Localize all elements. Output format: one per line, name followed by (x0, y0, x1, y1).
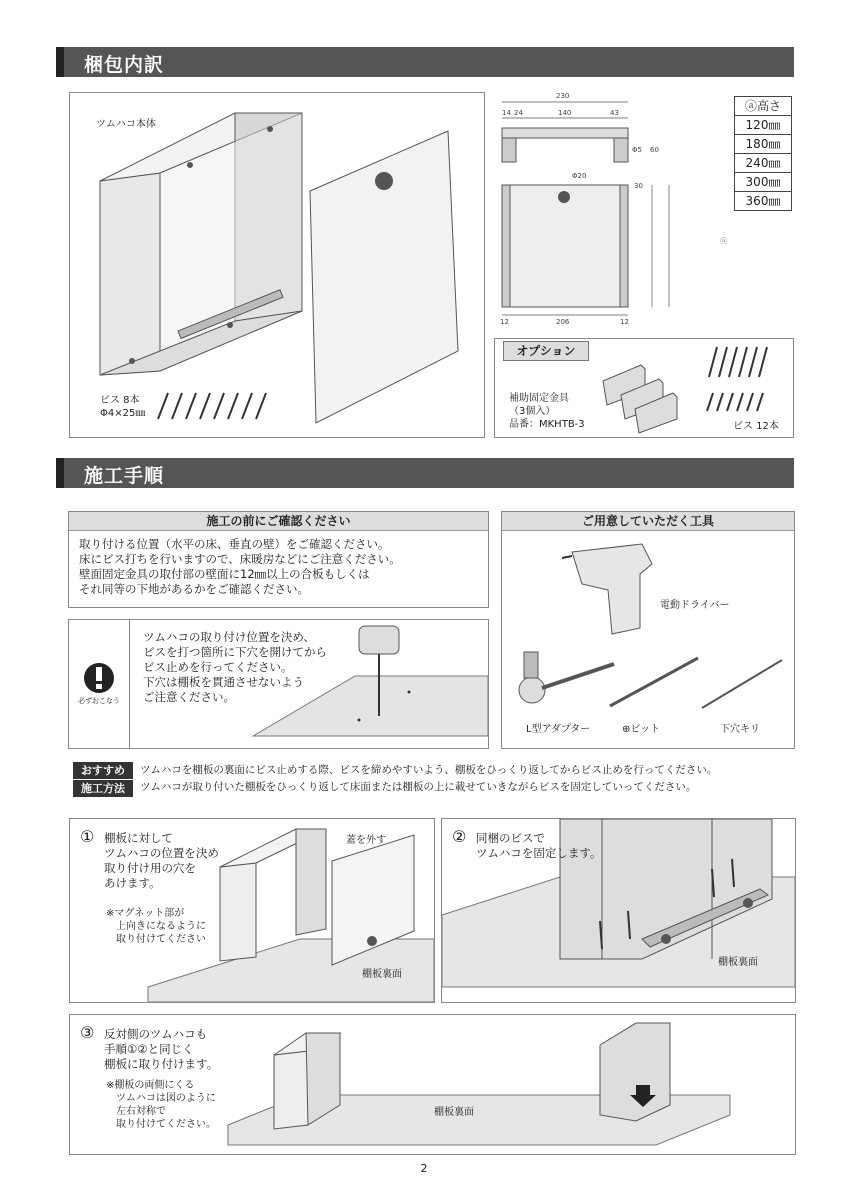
tool-drill-label: 下穴キリ (720, 724, 760, 735)
step3-note-line: 左右対称で (116, 1106, 166, 1117)
caution-line: ビス止めを行ってください。 (143, 660, 293, 674)
check-line: 壁面固定金具の取付部の壁面に12㎜以上の合板もしくは (79, 567, 370, 581)
screws-label-1: ビス 8本 (100, 395, 140, 406)
option-screws: ビス 12本 (733, 421, 779, 432)
step2-number: ② (452, 827, 467, 846)
step2-line: ツムハコを固定します。 (476, 846, 602, 860)
tool-adapter-label: L型アダプター (526, 724, 591, 735)
tools-box (501, 511, 795, 749)
step1-note (106, 907, 206, 946)
caution-line: ビスを打つ箇所に下穴を開けてから (143, 645, 327, 659)
step2-line: 同梱のビスで (476, 831, 545, 845)
dim-hole-small: Φ5 (632, 146, 642, 154)
step1-lid-label: 蓋を外す (346, 835, 386, 846)
option-name-1: 補助固定金具 (509, 393, 569, 404)
check-line: 取り付ける位置（水平の床、垂直の壁）をご確認ください。 (79, 537, 390, 551)
step1-text (104, 831, 219, 891)
dim-h60: 60 (650, 146, 659, 154)
step3-note-line: 取り付けてください。 (116, 1119, 216, 1130)
height-table-header: ⓐ高さ (735, 97, 791, 116)
step3-note-line: ツムハコは図のように (116, 1093, 216, 1104)
step2-box (441, 818, 796, 1003)
dim-d1: 14 (502, 109, 511, 117)
recommend-tag-2: 施工方法 (73, 780, 133, 797)
tools-illustration (502, 512, 794, 748)
body-label: ツムハコ本体 (96, 119, 156, 130)
step3-box (69, 1014, 796, 1155)
caution-icon-label: 必ずおこなう (78, 697, 120, 705)
step3-number: ③ (80, 1023, 95, 1042)
dimension-drawing (494, 90, 730, 330)
tool-driver-label: 電動ドライバー (660, 600, 730, 611)
step1-board-label: 棚板裏面 (362, 969, 402, 980)
section-header-contents (56, 47, 794, 77)
height-row: 120㎜ (735, 116, 791, 135)
step1-box (69, 818, 435, 1003)
step1-note-line: 上向きになるように (116, 921, 206, 932)
height-row: 180㎜ (735, 135, 791, 154)
recommend-line: ツムハコを棚板の裏面にビス止めする際、ビスを締めやすいよう、棚板をひっくり返してからビス止めを行ってください。 (140, 764, 718, 776)
step3-note-line: ※棚板の両側にくる (106, 1080, 195, 1091)
section-tick (56, 458, 64, 488)
caution-box (68, 619, 489, 749)
step2-board-label: 棚板裏面 (718, 957, 758, 968)
step1-line: 棚板に対して (104, 831, 173, 845)
step2-text (476, 831, 601, 861)
caution-line: ご注意ください。 (143, 690, 235, 704)
check-line: 床にビス打ちを行いますので、床暖房などにご注意ください。 (79, 552, 401, 566)
height-row: 240㎜ (735, 154, 791, 173)
tools-header: ご用意していただく工具 (502, 512, 794, 531)
step1-number: ① (80, 827, 95, 846)
option-box (494, 338, 794, 438)
check-header: 施工の前にご確認ください (69, 512, 488, 531)
step3-text (104, 1027, 218, 1072)
dim-d3: 140 (558, 109, 572, 117)
dim-height-mark: ⓐ (720, 237, 727, 245)
section-header-procedure (56, 458, 794, 488)
option-part-no: 品番：MKHTB-3 (509, 419, 585, 430)
height-table (734, 96, 792, 211)
dim-w206: 206 (556, 318, 570, 326)
step1-line: あけます。 (104, 876, 161, 890)
dim-total: 230 (556, 92, 570, 100)
check-box (68, 511, 489, 608)
caution-line: ツムハコの取り付け位置を決め、 (143, 630, 315, 644)
step1-note-line: 取り付けてください (116, 934, 206, 945)
option-name-2: （3個入） (509, 406, 556, 417)
step3-note (106, 1079, 216, 1131)
caution-line: 下穴は棚板を貫通させないよう (143, 675, 304, 689)
height-row: 360㎜ (735, 192, 791, 211)
dim-d4: 43 (610, 109, 619, 117)
step3-line: 反対側のツムハコも (104, 1027, 208, 1041)
height-row: 300㎜ (735, 173, 791, 192)
check-line: それ同等の下地があるかをご確認ください。 (79, 582, 309, 596)
contents-box (69, 92, 485, 438)
tool-bit-label: ⊕ビット (622, 724, 660, 735)
dim-h30: 30 (634, 182, 643, 190)
step1-line: 取り付け用の穴を (104, 861, 196, 875)
step3-line: 棚板に取り付けます。 (104, 1057, 219, 1071)
step1-line: ツムハコの位置を決め (104, 846, 219, 860)
section-tick (56, 47, 64, 77)
page-number: 2 (420, 1162, 428, 1175)
dim-d2: 24 (514, 109, 523, 117)
recommend-tag-1: おすすめ (73, 762, 133, 779)
section-title: 梱包内訳 (84, 54, 165, 76)
dim-w12a: 12 (500, 318, 509, 326)
option-title: オプション (503, 341, 589, 361)
step3-line: 手順①②と同じく (104, 1042, 194, 1056)
step1-note-line: ※マグネット部が (106, 908, 185, 919)
dim-w12b: 12 (620, 318, 629, 326)
recommend-text (140, 762, 717, 796)
check-text (79, 537, 401, 597)
step3-board-label: 棚板裏面 (434, 1107, 474, 1118)
section-title: 施工手順 (84, 465, 165, 487)
screws-label-2: Φ4×25㎜ (100, 408, 146, 419)
box-illustration (70, 93, 484, 437)
recommend-line: ツムハコが取り付いた棚板をひっくり返して床面または棚板の上に載せていきながらビスを固定していってください。 (140, 781, 697, 793)
drill-illustration (69, 620, 488, 748)
dim-hole-big: Φ20 (572, 172, 587, 180)
